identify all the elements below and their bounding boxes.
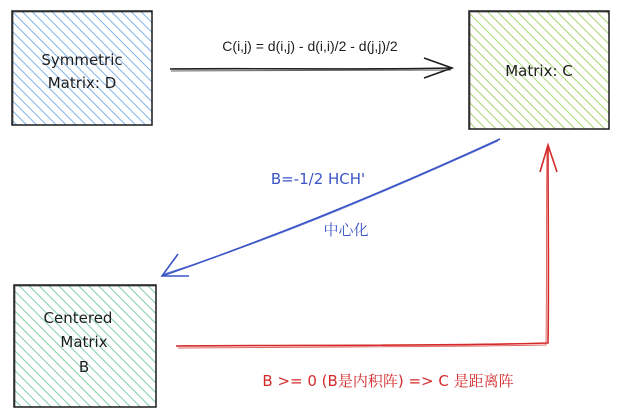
edge-b-to-c-label: B >= 0 (B是内积阵) => C 是距离阵 [262, 372, 514, 390]
node-matrix-c[interactable] [469, 11, 609, 129]
edge-c-to-b-label-centering: 中心化 [323, 222, 369, 239]
node-centered-matrix-b[interactable] [14, 285, 156, 407]
node-centered-label-line3: B [78, 358, 90, 376]
node-symmetric-matrix-d[interactable] [12, 11, 152, 125]
edge-d-to-c[interactable] [170, 38, 452, 78]
edge-c-to-b[interactable] [162, 139, 500, 276]
edge-b-to-c[interactable] [176, 145, 557, 390]
edge-c-to-b-arrowhead [162, 254, 189, 276]
edge-c-to-b-label-formula: B=-1/2 HCH' [270, 170, 366, 188]
node-centered-label-line1: Centered [43, 309, 113, 327]
edge-c-to-b-sketch [164, 141, 498, 274]
node-matrix-c-label: Matrix: C [505, 62, 573, 80]
edge-d-to-c-line [170, 68, 452, 69]
node-symmetric-label-line1: Symmetric [41, 51, 123, 69]
edge-d-to-c-sketch [171, 70, 451, 71]
node-symmetric-label-line2: Matrix: D [47, 74, 117, 92]
edge-d-to-c-label: C(i,j) = d(i,j) - d(i,i)/2 - d(j,j)/2 [222, 38, 398, 54]
edge-c-to-b-line [162, 139, 500, 276]
node-centered-label-line2: Matrix [60, 333, 108, 351]
